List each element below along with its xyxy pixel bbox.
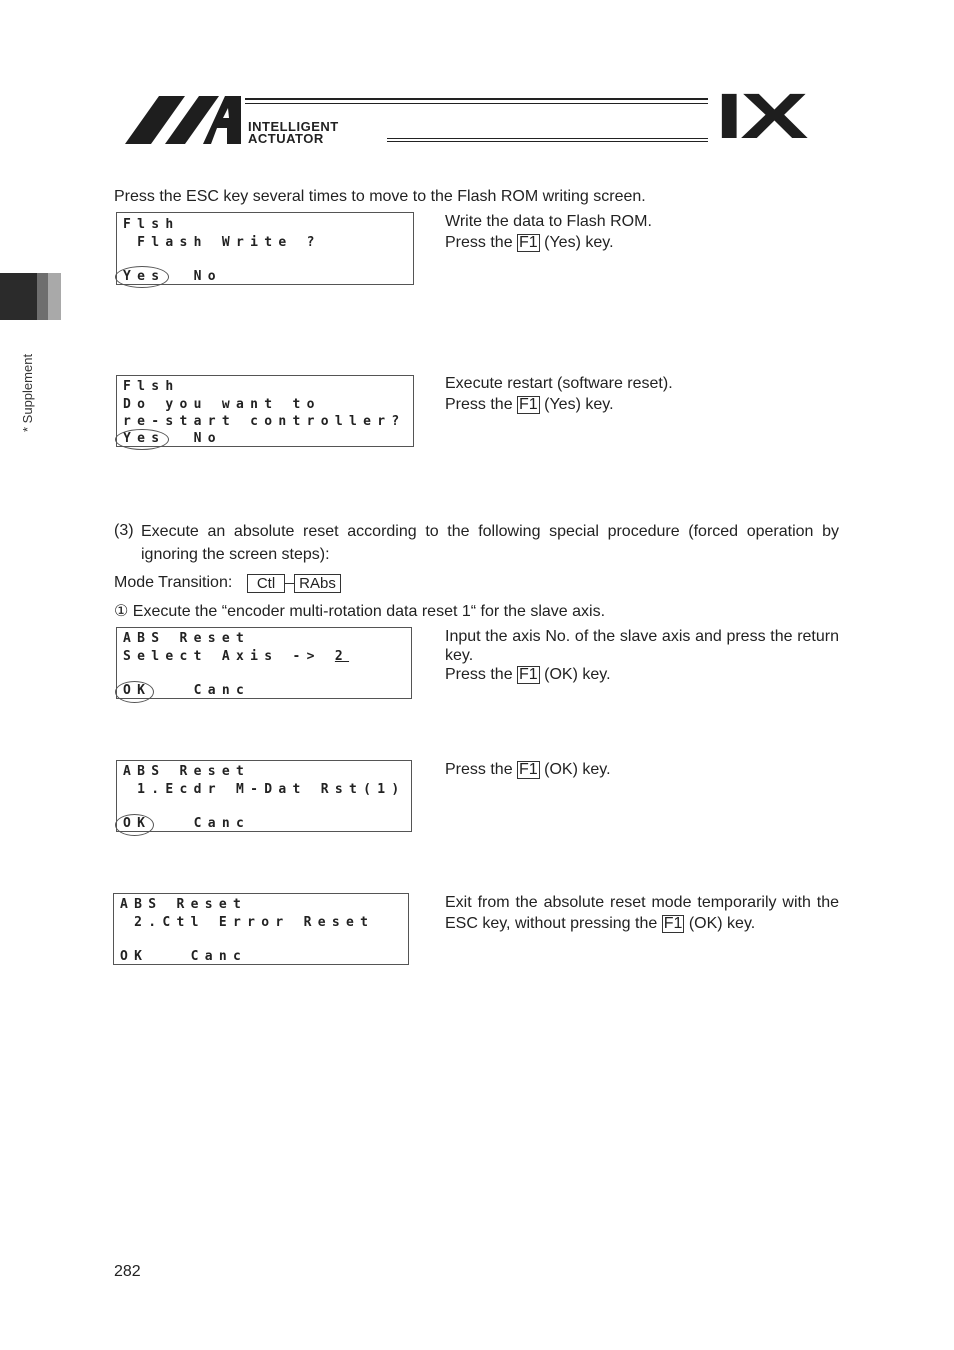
desc-ctl-error-reset: Exit from the absolute reset mode temporarily with the ESC key, without pressing the F1 (OK) key. — [445, 894, 839, 932]
f1-key: F1 — [519, 395, 538, 413]
f1-key: F1 — [519, 666, 538, 683]
lcd-screen-flash-write: Flsh Flash Write ? Yes No — [116, 212, 414, 285]
selected-axis-value: 2 — [334, 649, 350, 664]
brand-line1: INTELLIGENT — [248, 119, 339, 134]
header-logo — [125, 80, 830, 152]
brand-line2: ACTUATOR — [248, 131, 324, 146]
desc-select-axis: Input the axis No. of the slave axis and press the return key. Press the F1 (OK) key. — [445, 628, 839, 683]
lcd-screen-ecdr-reset: ABS Reset 1.Ecdr M-Dat Rst(1) OK Canc — [116, 760, 412, 832]
ok-highlight — [115, 681, 154, 703]
step1-text: ① Execute the “encoder multi-rotation data reset 1“ for the slave axis. — [114, 603, 606, 620]
ok-highlight — [115, 814, 154, 836]
lcd-screen-restart: Flsh Do you want to re-start controller? Yes No — [116, 375, 414, 447]
f1-key: F1 — [663, 914, 683, 932]
f1-key: F1 — [519, 233, 538, 251]
product-name: IX — [715, 80, 806, 152]
mode-arrow — [284, 583, 294, 584]
step3-number: (3) — [114, 522, 134, 539]
desc-flash-write: Write the data to Flash ROM. Press the F1 (Yes) key. — [445, 213, 652, 251]
lcd-screen-select-axis: ABS Reset Select Axis -> 2 OK Canc — [116, 627, 412, 699]
intro-text: Press the ESC key several times to move to the Flash ROM writing screen. — [114, 188, 646, 205]
header-rule-bottom2 — [387, 141, 708, 142]
step3-text: Execute an absolute reset according to the following special procedure (forced operation by ignoring the screen steps): — [141, 523, 839, 563]
desc-ecdr-reset: Press the F1 (OK) key. — [445, 761, 611, 778]
mode-transition-label: Mode Transition: — [114, 574, 233, 591]
yes-highlight — [115, 429, 169, 450]
mode-key-rabs: RAbs — [294, 574, 341, 593]
mode-key-ctl: Ctl — [247, 574, 285, 593]
page-number: 282 — [114, 1263, 141, 1280]
side-tab — [0, 273, 61, 320]
lcd-screen-ctl-error-reset: ABS Reset 2.Ctl Error Reset OK Canc — [113, 893, 409, 965]
f1-key: F1 — [519, 761, 538, 778]
header-rule-top2 — [245, 103, 708, 104]
yes-highlight — [115, 266, 169, 288]
desc-restart: Execute restart (software reset). Press the F1 (Yes) key. — [445, 375, 673, 413]
header-rule-bottom — [387, 138, 708, 139]
header-rule-top — [245, 98, 708, 100]
side-label: * Supplement — [20, 353, 35, 432]
ia-logo-icon — [125, 94, 243, 146]
